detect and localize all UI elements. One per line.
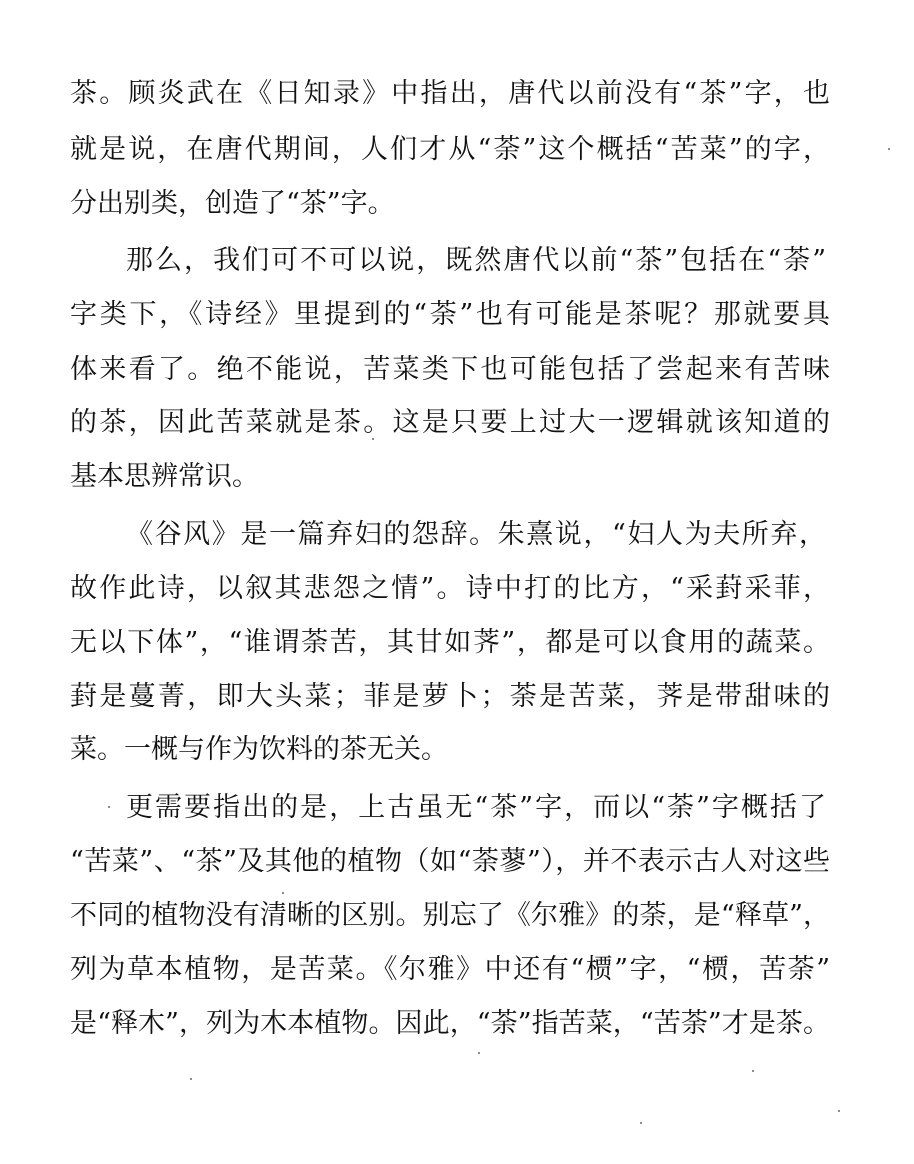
text-line: 菜。一概与作为饮料的茶无关。 xyxy=(70,734,448,765)
text-line: 列为草本植物，是苦菜。《尔雅》中还有“槚”字，“槚，苦荼” xyxy=(70,954,830,985)
text-line: 的茶，因此苦菜就是茶。这是只要上过大一逻辑就该知道的 xyxy=(70,407,830,438)
scan-speck xyxy=(190,1078,192,1080)
scan-speck xyxy=(640,1122,642,1124)
text-line: 不同的植物没有清晰的区别。别忘了《尔雅》的荼，是“释草”， xyxy=(70,900,830,931)
text-line: 是“释木”，列为木本植物。因此，“荼”指苦菜，“苦荼”才是茶。 xyxy=(70,1008,830,1039)
scan-speck xyxy=(108,806,110,808)
scan-speck xyxy=(752,1070,754,1072)
scan-speck xyxy=(478,1052,480,1054)
text-line: 《谷风》是一篇弃妇的怨辞。朱熹说，“妇人为夫所弃， xyxy=(126,519,826,550)
text-line: 体来看了。绝不能说，苦菜类下也可能包括了尝起来有苦味 xyxy=(70,354,830,385)
text-line: “苦菜”、“茶”及其他的植物（如“荼蓼”），并不表示古人对这些 xyxy=(70,846,830,877)
text-line: 茶。顾炎武在《日知录》中指出，唐代以前没有“茶”字，也 xyxy=(70,78,830,109)
scan-speck xyxy=(282,892,284,894)
text-line: 分出别类，创造了“茶”字。 xyxy=(70,188,395,219)
scan-speck xyxy=(838,1110,840,1112)
text-line: 字类下，《诗经》里提到的“荼”也有可能是茶呢？那就要具 xyxy=(70,299,830,330)
text-line: 故作此诗，以叙其悲怨之情”。诗中打的比方，“采葑采菲， xyxy=(70,573,830,604)
text-line: 那么，我们可不可以说，既然唐代以前“茶”包括在“荼” xyxy=(126,245,826,276)
text-line: 基本思辨常识。 xyxy=(70,461,259,492)
text-line: 就是说，在唐代期间，人们才从“荼”这个概括“苦菜”的字， xyxy=(70,134,830,165)
scan-speck xyxy=(888,148,890,150)
text-line: 更需要指出的是，上古虽无“茶”字，而以“荼”字概括了 xyxy=(126,792,826,823)
text-line: 无以下体”，“谁谓荼苦，其甘如荠”，都是可以食用的蔬菜。 xyxy=(70,627,830,658)
text-line: 葑是蔓菁，即大头菜；菲是萝卜；荼是苦菜，荠是带甜味的 xyxy=(70,681,830,712)
scan-speck xyxy=(372,438,374,440)
